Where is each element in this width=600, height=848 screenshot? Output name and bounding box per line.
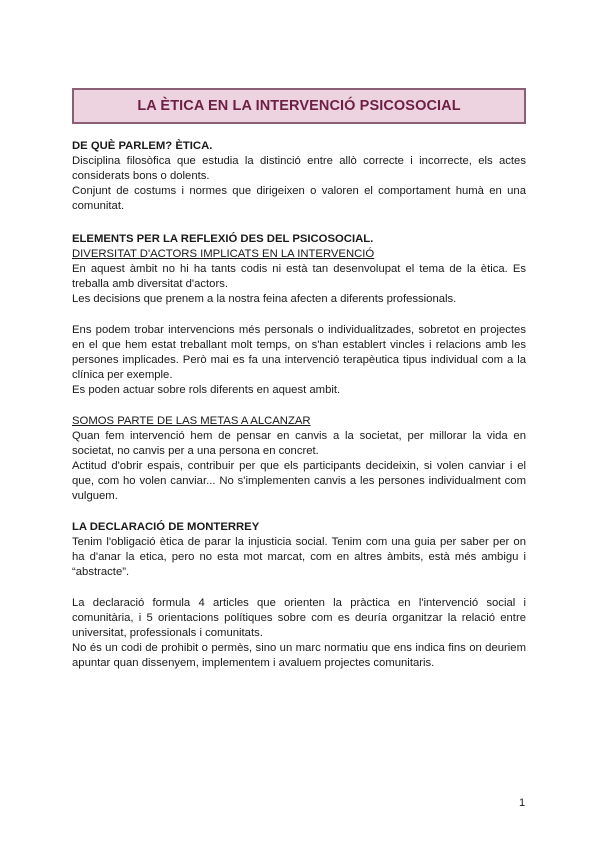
page-number: 1 [519, 797, 526, 809]
paragraph: No és un codi de prohibit o permès, sino un marc normatiu que ens indica fins on deuriem apuntar quan dissenyem, implementem i avaluem projectes comunitaris. [72, 642, 526, 669]
paragraph: Ens podem trobar intervencions més personals o individualitzades, sobretot en projectes en el que hem estat treballant molt temps, on s'han establert vincles i relacions amb les persones implicades. Però mai es fa una intervenció terapèutica tipus individual com a la clínica per exemple. [72, 324, 526, 381]
paragraph: Disciplina filosòfica que estudia la distinció entre allò correcte i incorrecte, els actes considerats bons o dolents. [72, 155, 526, 182]
subheading-diversity: DIVERSITAT D'ACTORS IMPLICATS EN LA INTERVENCIÓ [72, 248, 375, 260]
paragraph: En aquest àmbit no hi ha tants codis ni està tan desenvolupat el tema de la ètica. Es treballa amb diversitat d'actors. [72, 263, 526, 290]
page-title: LA ÈTICA EN LA INTERVENCIÓ PSICOSOCIAL [137, 98, 461, 114]
paragraph: Les decisions que prenem a la nostra feina afecten a diferents professionals. [72, 293, 457, 305]
section-heading-elements: ELEMENTS PER LA REFLEXIÓ DES DEL PSICOSOCIAL. [72, 233, 374, 245]
paragraph: Actitud d'obrir espais, contribuir per que els participants decideixin, si volen canviar i el que, com ho volen canviar... No s'implementen canvis a les persones individualment com vulguem. [72, 460, 526, 502]
paragraph: Tenim l'obligació ètica de parar la injusticia social. Tenim com una guia per saber per on ha d'anar la etica, pero no esta mot marcat, com en altres àmbits, està més ambigu i “abstracte”. [72, 536, 526, 578]
paragraph: Quan fem intervenció hem de pensar en canvis a la societat, per millorar la vida en societat, no canvis per a una persona en concret. [72, 430, 526, 457]
paragraph: Es poden actuar sobre rols diferents en aquest ambit. [72, 384, 341, 396]
section-heading-monterrey: LA DECLARACIÓ DE MONTERREY [72, 521, 260, 533]
paragraph: Conjunt de costums i normes que dirigeixen o valoren el comportament humà en una comunitat. [72, 185, 526, 212]
document-body [72, 139, 526, 671]
title-box [72, 88, 526, 124]
section-heading-ethics: DE QUÈ PARLEM? ÈTICA. [72, 140, 213, 152]
paragraph: La declaració formula 4 articles que orienten la pràctica en l'intervenció social i comunitària, i 5 orientacions polítiques sobre com es deuría organitzar la relació entre universitat, professionals i comunitats. [72, 597, 526, 639]
subheading-goals: SOMOS PARTE DE LAS METAS A ALCANZAR [72, 415, 311, 427]
